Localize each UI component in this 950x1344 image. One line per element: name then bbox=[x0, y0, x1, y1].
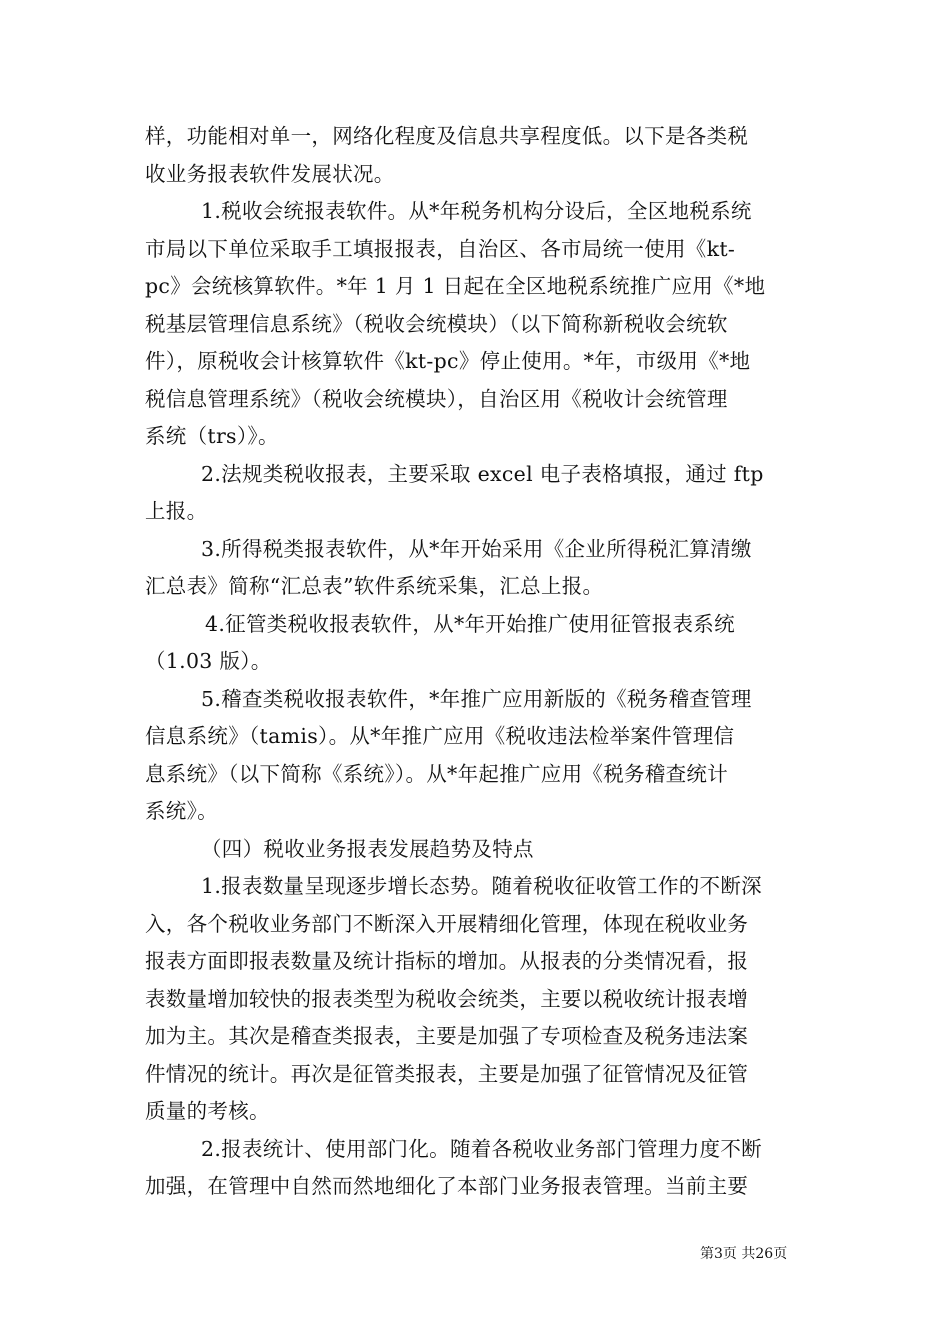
text-line: 息系统》（以下简称《系统》）。从*年起推广应用《税务稽查统计 bbox=[145, 761, 728, 786]
section-heading: （四）税收业务报表发展趋势及特点 bbox=[201, 836, 534, 861]
text-line: 加为主。其次是稽查类报表，主要是加强了专项检查及税务违法案 bbox=[145, 1024, 749, 1048]
text-line: 税基层管理信息系统》（税收会统模块）（以下简称新税收会统软 bbox=[145, 311, 728, 336]
text-line: 市局以下单位采取手工填报报表，自治区、各市局统一使用《kt- bbox=[145, 236, 736, 261]
text-line: 入，各个税收业务部门不断深入开展精细化管理，体现在税收业务 bbox=[145, 911, 749, 936]
text-line: 系统》。 bbox=[145, 799, 218, 823]
text-line: 报表方面即报表数量及统计指标的增加。从报表的分类情况看，报 bbox=[145, 949, 749, 973]
body-text bbox=[145, 118, 807, 1206]
page-total: 26 bbox=[755, 1246, 774, 1262]
paragraph-start: 3.所得税类报表软件，从*年开始采用《企业所得税汇算清缴 bbox=[201, 536, 752, 561]
footer-middle: 页 共 bbox=[722, 1246, 756, 1262]
page-current: 3 bbox=[714, 1246, 723, 1262]
paragraph-start: 1.报表数量呈现逐步增长态势。随着税收征收管工作的不断深 bbox=[201, 874, 762, 898]
paragraph-start: 2.报表统计、使用部门化。随着各税收业务部门管理力度不断 bbox=[201, 1136, 762, 1161]
text-line: 收业务报表软件发展状况。 bbox=[145, 161, 395, 186]
text-line: 系统（trs）》。 bbox=[145, 424, 279, 448]
paragraph-start: 2.法规类税收报表，主要采取 excel 电子表格填报，通过 ftp bbox=[201, 461, 764, 486]
paragraph-start: 5.稽查类税收报表软件，*年推广应用新版的《税务稽查管理 bbox=[201, 686, 752, 711]
page-number-footer bbox=[700, 1243, 787, 1263]
paragraph-start: 1.税收会统报表软件。从*年税务机构分设后，全区地税系统 bbox=[201, 199, 752, 223]
text-line: 样，功能相对单一，网络化程度及信息共享程度低。以下是各类税 bbox=[145, 124, 749, 148]
text-line: （1.03 版）。 bbox=[145, 649, 272, 673]
text-line: 汇总表》简称“汇总表”软件系统采集，汇总上报。 bbox=[145, 574, 604, 598]
text-line: 上报。 bbox=[145, 499, 208, 523]
paragraph-start: 4.征管类税收报表软件，从*年开始推广使用征管报表系统 bbox=[205, 611, 735, 636]
text-line: 件），原税收会计核算软件《kt-pc》停止使用。*年，市级用《*地 bbox=[145, 349, 751, 373]
text-line: 加强，在管理中自然而然地细化了本部门业务报表管理。当前主要 bbox=[145, 1174, 749, 1198]
text-line: pc》会统核算软件。*年 1 月 1 日起在全区地税系统推广应用《*地 bbox=[145, 274, 766, 298]
text-line: 信息系统》（tamis）。从*年推广应用《税收违法检举案件管理信 bbox=[145, 724, 735, 748]
text-line: 表数量增加较快的报表类型为税收会统类，主要以税收统计报表增 bbox=[145, 986, 749, 1011]
footer-prefix: 第 bbox=[700, 1246, 714, 1262]
text-line: 税信息管理系统》（税收会统模块），自治区用《税收计会统管理 bbox=[145, 386, 728, 411]
text-line: 质量的考核。 bbox=[145, 1099, 270, 1123]
text-line: 件情况的统计。再次是征管类报表，主要是加强了征管情况及征管 bbox=[145, 1061, 749, 1086]
footer-suffix: 页 bbox=[773, 1246, 788, 1262]
